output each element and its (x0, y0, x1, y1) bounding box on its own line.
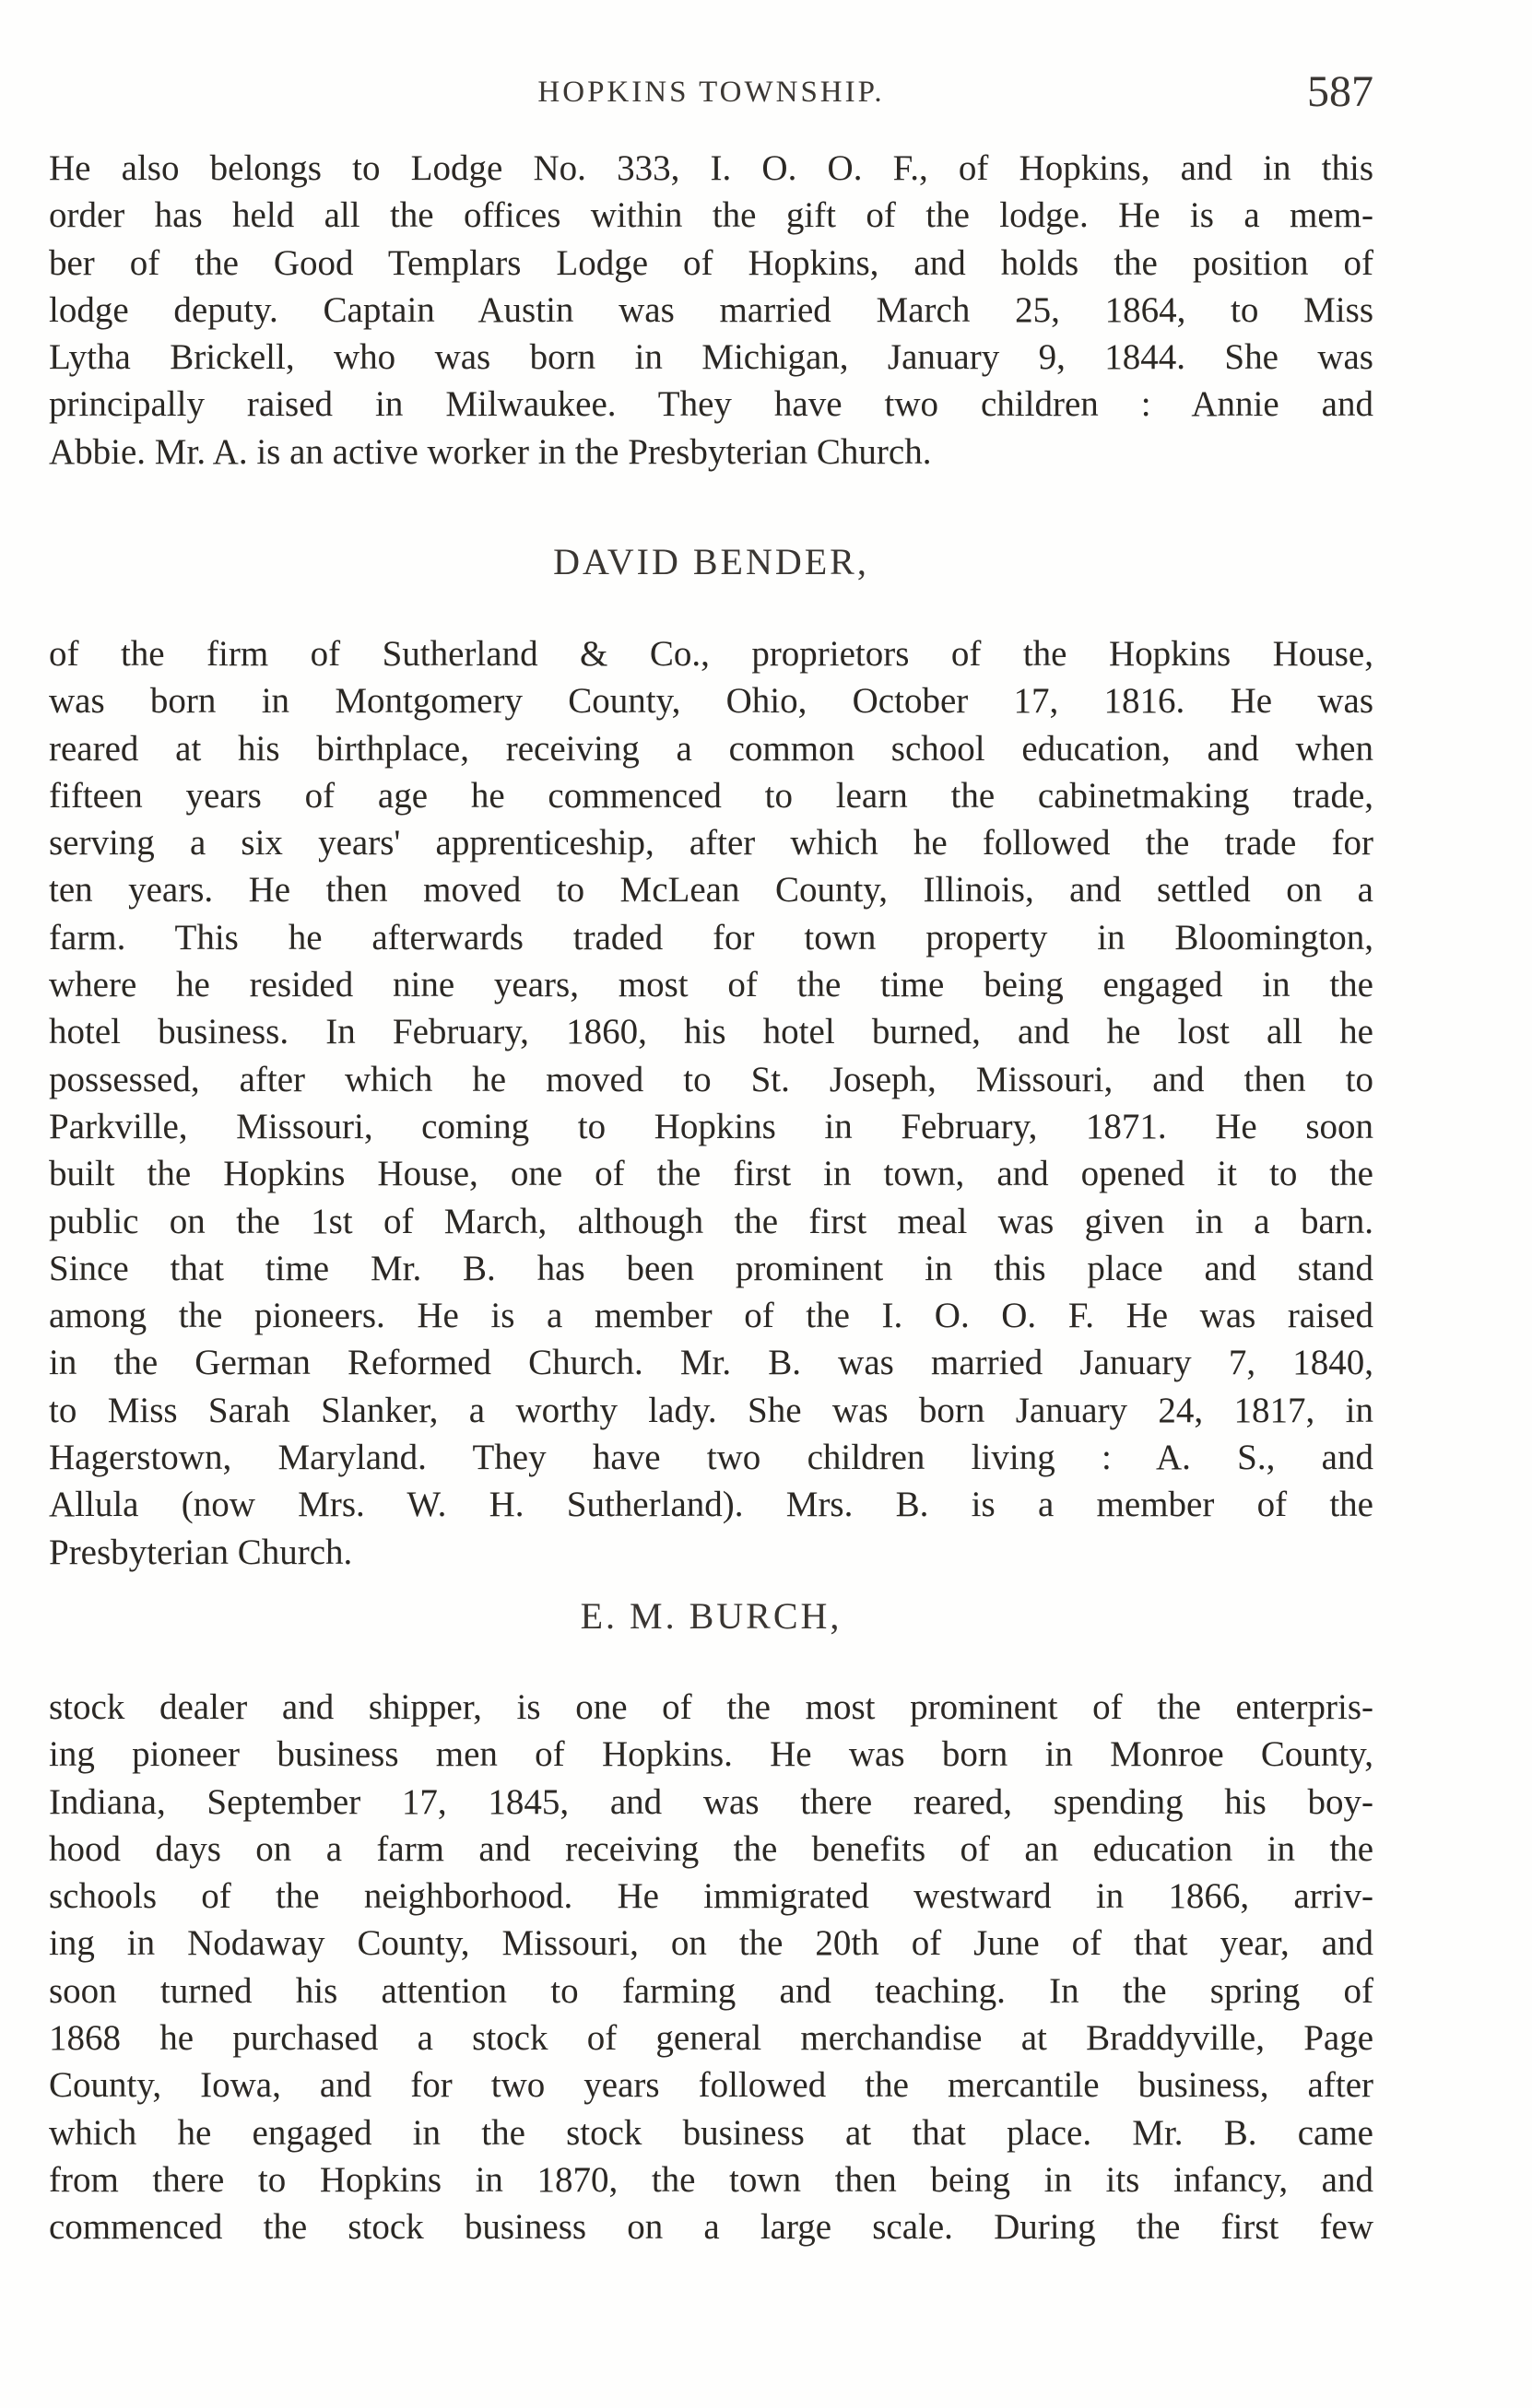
burch-heading: E. M. BURCH, (580, 1595, 843, 1637)
text-line: stock dealer and shipper, is one of the most prominent of the enterpris- (49, 1687, 1373, 1727)
text-line: ten years. He then moved to McLean County, Illinois, and settled on a (49, 870, 1373, 910)
text-line: commenced the stock business on a large scale. During the first few (49, 2207, 1373, 2248)
text-line: to Miss Sarah Slanker, a worthy lady. She was born January 24, 1817, in (49, 1390, 1373, 1430)
text-line: in the German Reformed Church. Mr. B. was married January 7, 1840, (49, 1343, 1373, 1383)
text-line: of the firm of Sutherland & Co., proprietors of the Hopkins House, (49, 634, 1373, 674)
text-line: lodge deputy. Captain Austin was married March 25, 1864, to Miss (49, 289, 1373, 330)
text-line: ing in Nodaway County, Missouri, on the 20th of June of that year, and (49, 1923, 1373, 1964)
text-line: built the Hopkins House, one of the first in town, and opened it to the (49, 1154, 1373, 1194)
text-line: Lytha Brickell, who was born in Michigan, January 9, 1844. She was (49, 337, 1373, 378)
running-head (49, 66, 1373, 122)
text-line: Hagerstown, Maryland. They have two children living : A. S., and (49, 1438, 1373, 1478)
text-line: reared at his birthplace, receiving a common school education, and when (49, 728, 1373, 769)
running-title: HOPKINS TOWNSHIP. (537, 76, 885, 109)
text-line: Parkville, Missouri, coming to Hopkins in February, 1871. He soon (49, 1106, 1373, 1146)
text-line: fifteen years of age he commenced to learn the cabinetmaking trade, (49, 775, 1373, 816)
text-line: Indiana, September 17, 1845, and was there reared, spending his boy- (49, 1781, 1373, 1822)
text-line: order has held all the offices within the gift of the lodge. He is a mem- (49, 195, 1373, 236)
text-line: ber of the Good Templars Lodge of Hopkins, and holds the position of (49, 242, 1373, 283)
text-line: was born in Montgomery County, Ohio, October 17, 1816. He was (49, 681, 1373, 722)
text-line: from there to Hopkins in 1870, the town then being in its infancy, and (49, 2159, 1373, 2200)
text-line: County, Iowa, and for two years followed the mercantile business, after (49, 2065, 1373, 2106)
text-line: Since that time Mr. B. has been prominent in this place and stand (49, 1248, 1373, 1288)
text-line: schools of the neighborhood. He immigrated westward in 1866, arriv- (49, 1876, 1373, 1917)
text-line: farm. This he afterwards traded for town property in Bloomington, (49, 917, 1373, 957)
text-line: which he engaged in the stock business at that place. Mr. B. came (49, 2112, 1373, 2153)
text-line: soon turned his attention to farming and teaching. In the spring of (49, 1970, 1373, 2011)
text-line: principally raised in Milwaukee. They have two children : Annie and (49, 384, 1373, 425)
text-line: where he resided nine years, most of the time being engaged in the (49, 965, 1373, 1005)
bender-heading: DAVID BENDER, (553, 541, 869, 582)
text-line: ing pioneer business men of Hopkins. He was born in Monroe County, (49, 1734, 1373, 1775)
text-line: 1868 he purchased a stock of general merchandise at Braddyville, Page (49, 2018, 1373, 2059)
text-line: Abbie. Mr. A. is an active worker in the Presbyterian Church. (49, 431, 932, 472)
bender-paragraph (49, 630, 1373, 1576)
text-line: hotel business. In February, 1860, his hotel burned, and he lost all he (49, 1012, 1373, 1052)
text-line: Presbyterian Church. (49, 1532, 353, 1572)
burch-paragraph (49, 1684, 1373, 2251)
text-line: Allula (now Mrs. W. H. Sutherland). Mrs. B. is a member of the (49, 1485, 1373, 1525)
text-line: possessed, after which he moved to St. Joseph, Missouri, and then to (49, 1059, 1373, 1099)
text-line: serving a six years' apprenticeship, after which he followed the trade for (49, 823, 1373, 863)
text-line: among the pioneers. He is a member of the I. O. O. F. He was raised (49, 1296, 1373, 1336)
intro-paragraph (49, 145, 1373, 476)
text-line: public on the 1st of March, although the first meal was given in a barn. (49, 1201, 1373, 1241)
text-line: hood days on a farm and receiving the benefits of an education in the (49, 1828, 1373, 1869)
page-number: 587 (1307, 67, 1373, 116)
text-line: He also belongs to Lodge No. 333, I. O. O. F., of Hopkins, and in this (49, 148, 1373, 188)
